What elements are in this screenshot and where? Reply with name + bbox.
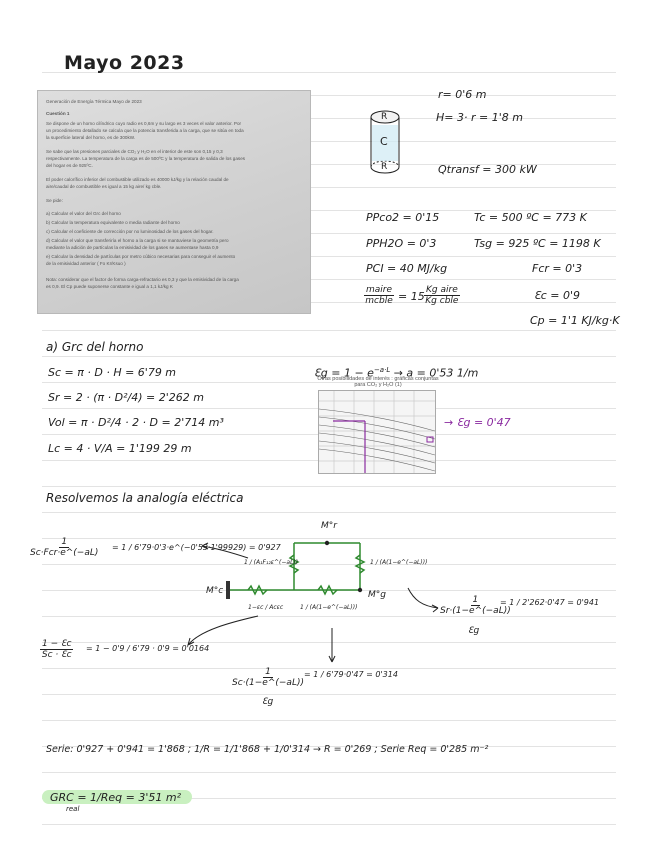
photo-line: Se sabe que las presiones parciales de CO₂ y H₂O en el interior de este son 0,15 y 0,3 [46,149,223,154]
grc-result: GRC = 1/Req = 3'51 m² [50,791,182,804]
eq2-underbrace: Ɛg [468,626,480,636]
given-radius: r= 0'6 m [438,88,487,101]
grc-subscript: real [66,805,80,813]
series-resistance-line: Serie: 0'927 + 0'941 = 1'868 ; 1/R = 1/1'868 + 1/0'314 → R = 0'269 ; Serie Req = 0'285 m⁻² [46,744,489,755]
eq3-rhs: = 1 − 0'9 / 6'79 · 0'9 = 0'0164 [86,644,210,653]
node-mr: M°r [321,521,337,531]
eq4-rhs: = 1 / 6'79·0'47 = 0'314 [304,670,398,679]
photo-line: d) Calcular el valor que transferiría el horno a la carga si se mantuviese la geometría pero [46,238,229,243]
photo-line: aire/caudal de combustible es igual a 15 kg aire/ kg cble. [46,184,162,189]
part-a-heading: a) Grc del horno [46,340,144,354]
eq2-denominator: Sr·(1−e^(−aL)) [440,606,511,616]
given-tsg: Tsg = 925 ºC = 1198 K [474,237,601,250]
eq1-numerator: 1 [61,537,68,547]
air-fuel-value: = 15 [398,290,425,303]
eq-eg-result: → a = 0'53 1/m [393,366,479,380]
photo-line: un procedimiento detallado se calcula que la potencia transferida a la carga, que se sitúa en toda [46,128,244,133]
photo-line: El poder calorífico inferior del combustible utilizado es 40000 kJ/kg y la relación caudal de [46,177,229,182]
given-heat: Qtransf = 300 kW [438,163,537,176]
air-mass: maire [366,285,393,295]
eq-lc: Lc = 4 · V/A = 1'199 29 m [48,442,192,455]
eg-chart-value: → Ɛg = 0'47 [444,416,511,429]
eq1-lhs [30,537,98,558]
eq4-lhs [232,667,304,688]
cylinder-mid-label: C [380,135,388,148]
eq2-numerator: 1 [472,595,479,605]
photo-line: Nota: considerar que el factor de forma carga-refractario es 0,3 y que la emisividad de la carga [46,277,239,282]
cylinder-top-label: R [381,112,388,122]
air-units: Kg aire [426,285,458,295]
given-pci: PCI = 40 MJ/kg [366,262,448,275]
photo-line: Generación de Energía Térmica Mayo de 2023 [46,99,142,104]
given-ppco2: PPco2 = 0'15 [366,211,440,224]
photo-line: Se dispone de un horno cilíndrico cuyo radio es 0,6m y su largo es 3 veces el valor anterior. Por [46,121,242,126]
eq1-denominator: Sc·Fcr·e^(−aL) [30,548,99,558]
photo-line: la superficie lateral del horno, es de 300kW. [46,135,136,140]
resistor-left-label: 1 / (A₁F₁₂ε^(−aL)) [244,559,299,566]
photo-line: a) Calcular el valor del Grc del horno [46,211,121,216]
given-height: H= 3· r = 1'8 m [436,111,523,124]
node-mc: M°c [206,586,224,596]
fuel-units: Kg cble [425,296,459,306]
photo-line: c) Calcular el coeficiente de corrección por no luminosidad de los gases del hogar. [46,229,214,234]
cylinder-bottom-label: R [381,162,388,172]
eq-eg-exponent: −a·L [373,366,391,374]
photo-line: respectivamente. La temperatura de la carga es de 500ºC y la temperatura de salida de los gases [46,156,246,161]
eq-sr: Sr = 2 · (π · D²/4) = 2'262 m [48,391,204,404]
photo-line: mediante la adición de partículas la emisividad de los gases se aumentase hasta 0,9 [46,245,219,250]
eq-sc: Sc = π · D · H = 6'79 m [48,366,177,379]
resistor-ec-label: 1−εc / Acεc [248,604,284,611]
photo-line: de la emisividad anterior ( Fo Kr/Ksuo ) [46,261,126,266]
eq3-lhs [40,639,73,660]
given-pph2o: PPH2O = 0'3 [366,237,437,250]
eq4-numerator: 1 [265,667,271,677]
given-cp: Cp = 1'1 KJ/kg·K [530,314,620,327]
given-tc: Tc = 500 ºC = 773 K [474,211,587,224]
page-title: Mayo 2023 [64,52,185,74]
eq4-underbrace: Ɛg [262,697,274,707]
eq3-denominator: Sc · Ɛc [41,650,72,660]
electric-heading: Resolvemos la analogía eléctrica [46,491,244,505]
eq1-rhs: = 1 / 6'79·0'3·e^(−0'53·1'99929) = 0'927 [112,543,281,552]
fuel-mass: mcble [365,296,393,306]
eq-eg-base: Ɛg = 1 − e [314,366,374,380]
resistor-right-label: 1 / (A(1−e^(−aL))) [370,559,428,566]
photo-line: del hogar es de 925ºC. [46,163,93,168]
photo-line: Se pide: [46,198,63,203]
eq2-rhs: = 1 / 2'262·0'47 = 0'941 [500,598,600,607]
eq4-denominator: Sc·(1−e^(−aL)) [232,678,304,688]
eq3-numerator: 1 − Ɛc [42,639,72,649]
given-fcr: Fcr = 0'3 [532,262,583,275]
photo-line: e) Calcular la densidad de partículas por metro cúbico necesarias para conseguir el aumento [46,254,236,259]
resistor-bottom-label: 1 / (A(1−e^(−aL))) [300,604,358,611]
chart-title: Otras posibilidades de interés : gráficas conjuntas para CO₂ y H₂O (1) [317,376,439,388]
photo-line: Cuestión 1 [46,111,70,116]
photo-line: b) Calcular la temperatura equivalente o media radiante del horno [46,220,180,225]
given-ec: Ɛc = 0'9 [534,289,581,302]
eq-vol: Vol = π · D²/4 · 2 · D = 2'714 m³ [48,416,224,429]
photo-line: es 0,9. El Cp puede suponerse constante e igual a 1,1 kJ/kg K [46,284,173,289]
node-mg: M°g [368,590,386,600]
